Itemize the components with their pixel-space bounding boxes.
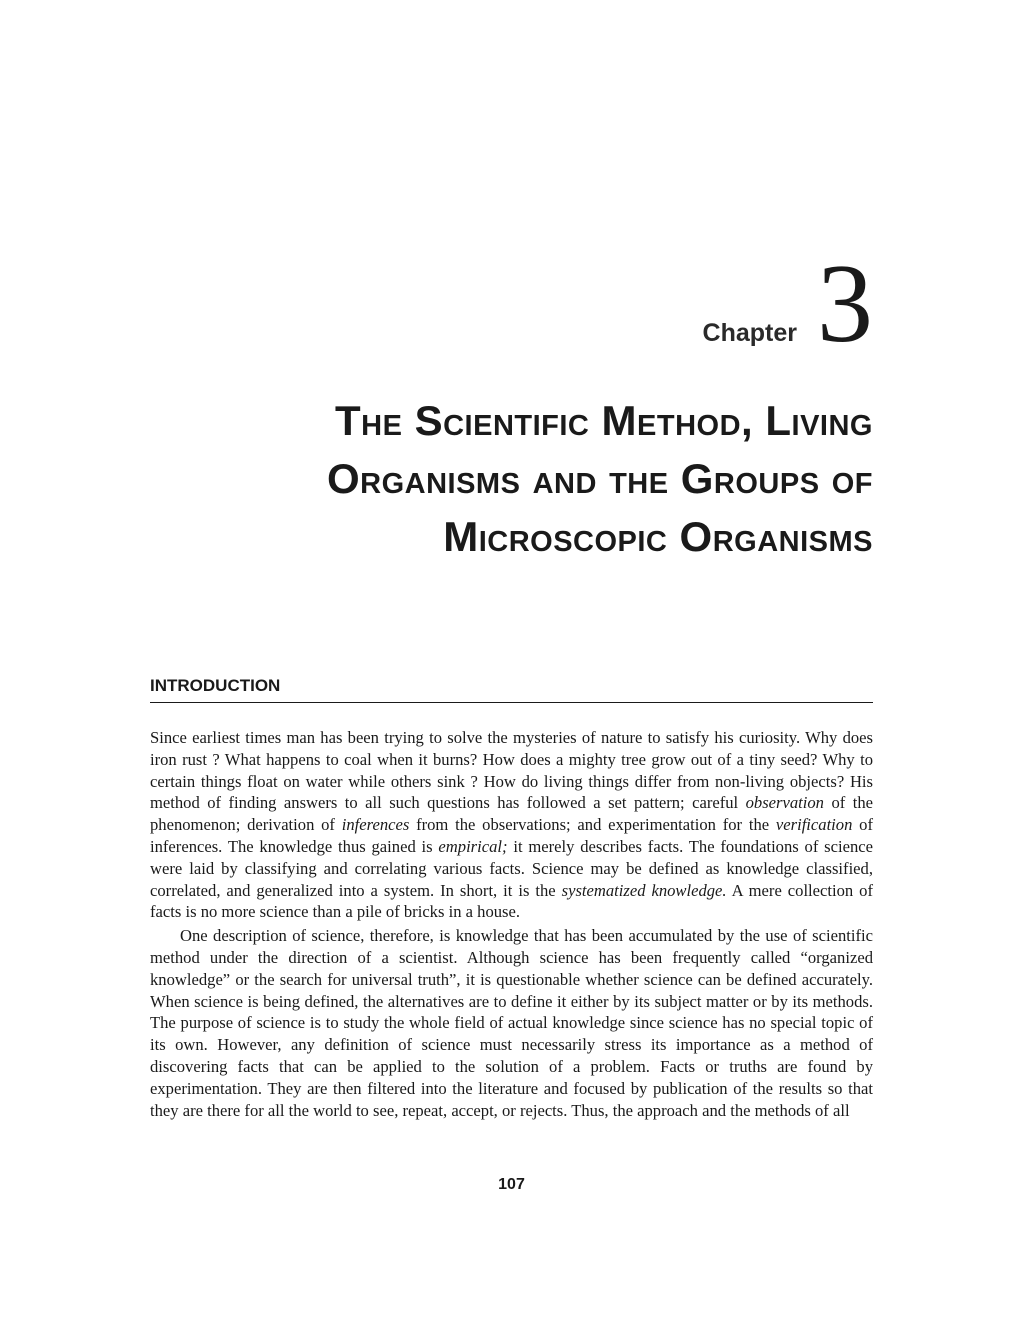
chapter-title-line: Organisms and the Groups of <box>326 455 873 502</box>
body-text <box>150 727 873 1121</box>
italic-term: observation <box>745 793 824 813</box>
section-heading: INTRODUCTION <box>150 676 873 703</box>
chapter-title-line: The Scientific Method, Living <box>334 397 873 444</box>
paragraph <box>150 727 873 923</box>
chapter-label: Chapter <box>702 319 797 347</box>
text-run: Since earliest times man has been trying to solve the mysteries of nature to satisfy his curiosity. Why does iron rust ? What happens to coal when it burns? How does a mighty tree grow out of a tiny seed? Why to certain things float on water while others sink ? How do living things differ from non-living objects? His method of finding answers to all such questions has followed a set pattern; careful <box>150 728 873 813</box>
chapter-number: 3 <box>817 242 873 366</box>
chapter-title-line: Microscopic Organisms <box>443 513 873 560</box>
text-run: from the observations; and experimentation for the <box>409 815 776 835</box>
chapter-title <box>153 392 873 566</box>
italic-term: inferences <box>341 815 410 835</box>
italic-term: verification <box>775 815 853 835</box>
italic-term: empirical; <box>438 836 508 856</box>
page-number: 107 <box>498 1176 525 1193</box>
italic-term: systematized knowledge. <box>561 880 727 900</box>
paragraph: One description of science, therefore, is knowledge that has been accumulated by the use of scientific method under the direction of a scientist. Although science has been frequently called “organized knowledge” or the search for universal truth”, it is questionable whether science can be defined accurately. When science is being defined, the alternatives are to define it either by its subject matter or by its methods. The purpose of science is to study the whole field of actual knowledge since science has no special topic of its own. However, any definition of science must necessarily stress its importance as a method of discovering facts that can be applied to the solution of a problem. Facts or truths are found by experimentation. They are then filtered into the literature and focused by publication of the results so that they are there for all the world to see, repeat, accept, or rejects. Thus, the approach and the methods of all <box>150 926 873 1120</box>
text-run: of the phenomenon; derivation of <box>150 793 873 835</box>
text-run: it merely describes facts. The foundations of science were laid by classifying and correlating various facts. Science may be defined as knowledge classified, correlated, and generalized into a system. In short, it is the <box>150 836 873 900</box>
text-run: A mere collection of facts is no more science than a pile of bricks in a house. <box>150 880 873 922</box>
chapter-heading <box>702 242 873 366</box>
text-run: of inferences. The knowledge thus gained is <box>150 815 873 856</box>
